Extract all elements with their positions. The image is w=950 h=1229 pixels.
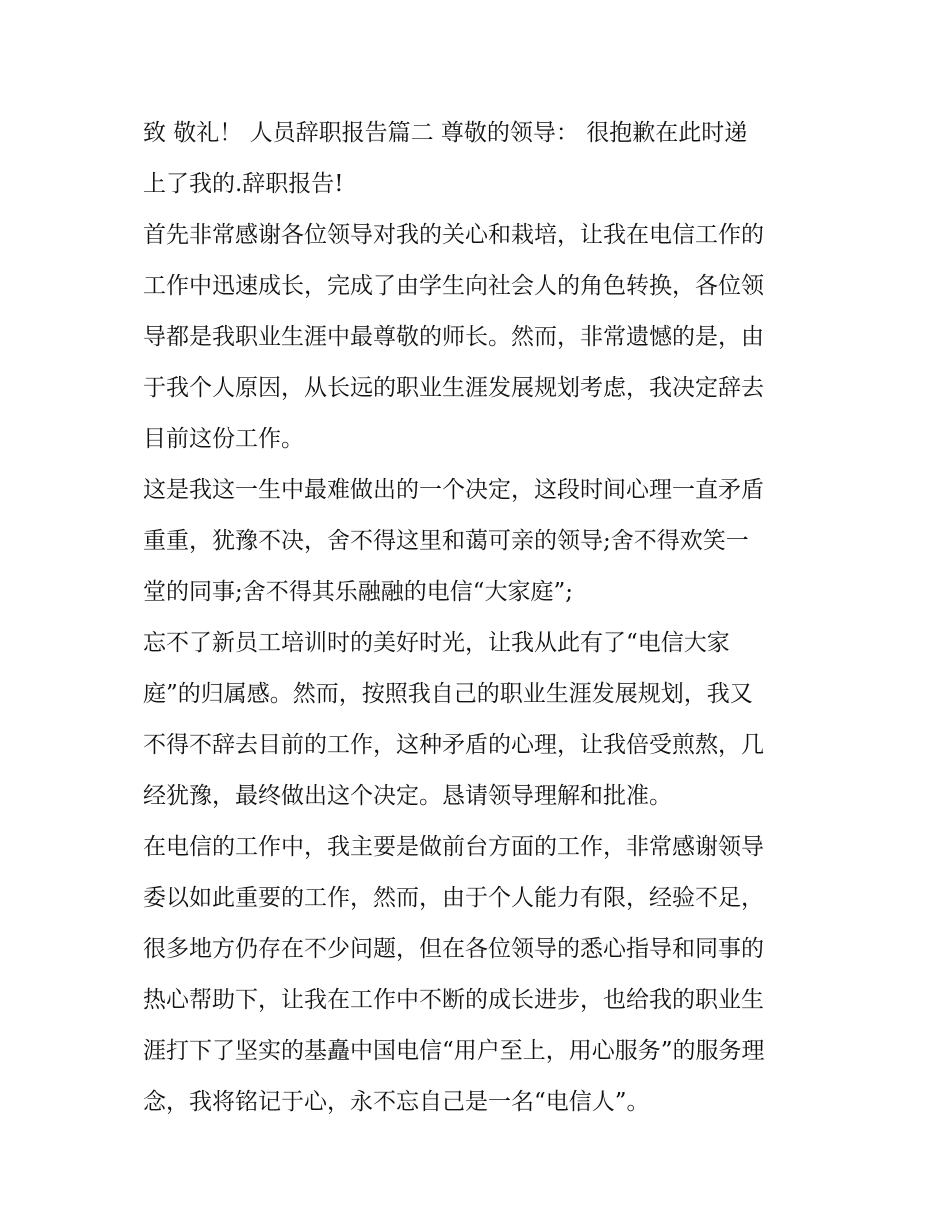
text-line: 庭”的归属感。然而，按照我自己的职业生涯发展规划，我又 [143, 681, 753, 707]
text-line: 目前这份工作。 [143, 426, 304, 452]
text-line: 委以如此重要的工作，然而，由于个人能力有限，经验不足， [143, 885, 764, 911]
text-line: 很多地方仍存在不少问题，但在各位领导的悉心指导和同事的 [143, 936, 764, 962]
text-line: 热心帮助下，让我在工作中不断的成长进步，也给我的职业生 [143, 987, 764, 1013]
text-line: 忘不了新员工培训时的美好时光，让我从此有了“电信大家 [143, 630, 730, 656]
text-line: 首先非常感谢各位领导对我的关心和栽培，让我在电信工作的 [143, 222, 764, 248]
text-line: 不得不辞去目前的工作，这种矛盾的心理，让我倍受煎熬，几 [143, 732, 764, 758]
text-line: 在电信的工作中，我主要是做前台方面的工作，非常感谢领导 [143, 834, 764, 860]
text-line: 堂的同事;舍不得其乐融融的电信“大家庭”; [143, 579, 574, 605]
text-line: 这是我这一生中最难做出的一个决定，这段时间心理一直矛盾 [143, 477, 764, 503]
text-line: 于我个人原因，从长远的职业生涯发展规划考虑，我决定辞去 [143, 375, 764, 401]
text-line: 涯打下了坚实的基矗中国电信“用户至上，用心服务”的服务理 [143, 1038, 765, 1064]
document-body [143, 108, 823, 1128]
text-line: 经犹豫，最终做出这个决定。恳请领导理解和批准。 [143, 783, 672, 809]
text-line: 上了我的.辞职报告! [143, 171, 344, 197]
text-line: 工作中迅速成长，完成了由学生向社会人的角色转换，各位领 [143, 273, 764, 299]
text-line: 致 敬礼！ 人员辞职报告篇二 尊敬的领导： 很抱歉在此时递 [143, 120, 748, 146]
text-line: 重重，犹豫不决，舍不得这里和蔼可亲的领导;舍不得欢笑一 [143, 528, 749, 554]
text-line: 导都是我职业生涯中最尊敬的师长。然而，非常遗憾的是，由 [143, 324, 764, 350]
text-line: 念，我将铭记于心，永不忘自己是一名“电信人”。 [143, 1089, 650, 1115]
